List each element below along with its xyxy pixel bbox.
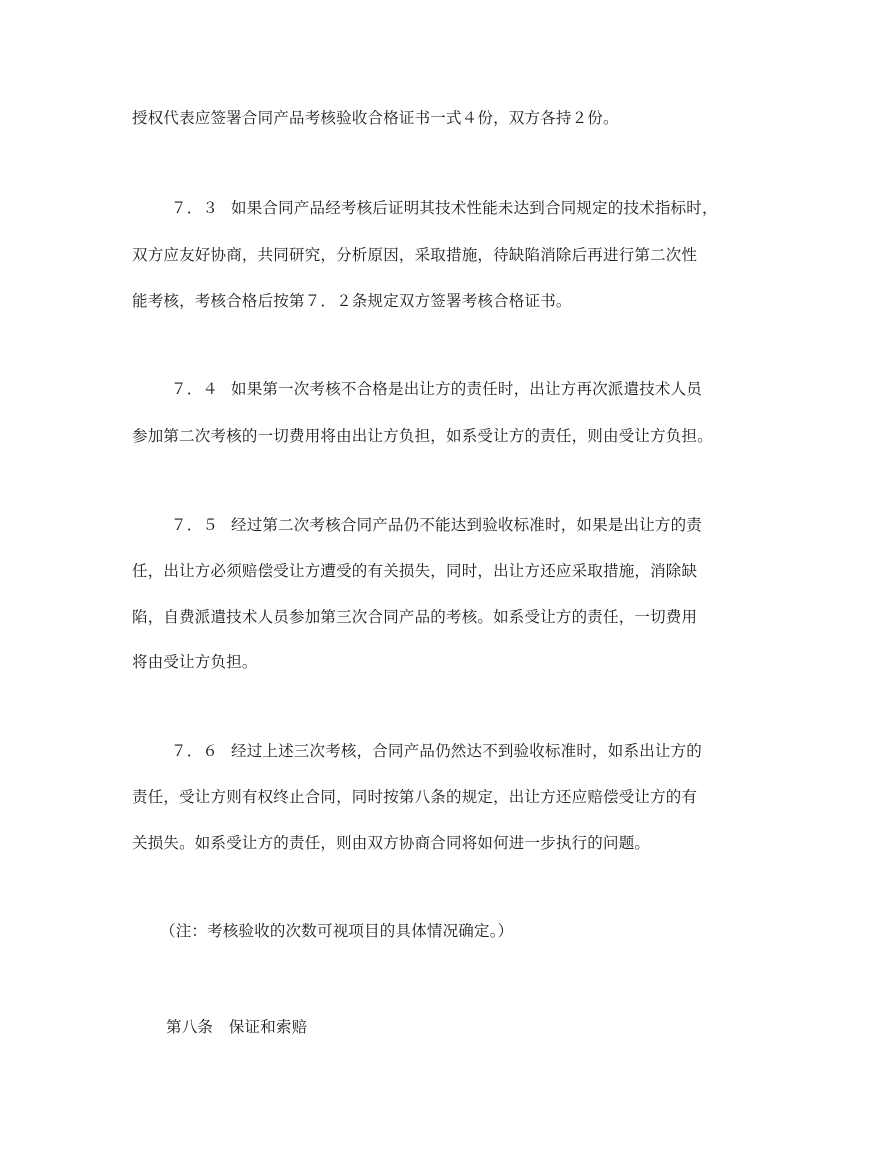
section-heading: 第八条 保证和索赔 bbox=[166, 1018, 308, 1036]
clause-7-5-first-line bbox=[171, 515, 811, 535]
text-line: 责任，受让方则有权终止合同，同时按第八条的规定，出让方还应赔偿受让方的有 bbox=[132, 788, 698, 806]
text-line: 任，出让方必须赔偿受让方遭受的有关损失，同时，出让方还应采取措施，消除缺 bbox=[132, 562, 698, 580]
clause-number: ７．５ bbox=[171, 516, 219, 534]
clause-7-4-first-line bbox=[171, 379, 811, 399]
clause-number: ７．３ bbox=[171, 199, 219, 217]
clause-text: 经过第二次考核合同产品仍不能达到验收标准时，如果是出让方的责 bbox=[231, 516, 703, 534]
clause-text: 如果合同产品经考核后证明其技术性能未达到合同规定的技术指标时， bbox=[231, 199, 718, 217]
text-line: 将由受让方负担。 bbox=[132, 653, 258, 671]
text-line: 参加第二次考核的一切费用将由出让方负担，如系受让方的责任，则由受让方负担。 bbox=[132, 427, 713, 445]
text-line: 授权代表应签署合同产品考核验收合格证书一式４份，双方各持２份。 bbox=[132, 109, 619, 127]
clause-7-3-first-line bbox=[171, 198, 811, 218]
clause-number: ７．６ bbox=[171, 742, 219, 760]
clause-text: 如果第一次考核不合格是出让方的责任时，出让方再次派遣技术人员 bbox=[231, 380, 703, 398]
note-line: （注：考核验收的次数可视项目的具体情况确定。） bbox=[160, 922, 514, 940]
clause-7-6-first-line bbox=[171, 741, 811, 761]
text-line: 陷，自费派遣技术人员参加第三次合同产品的考核。如系受让方的责任，一切费用 bbox=[132, 608, 698, 626]
text-line: 关损失。如系受让方的责任，则由双方协商合同将如何进一步执行的问题。 bbox=[132, 834, 651, 852]
clause-text: 经过上述三次考核，合同产品仍然达不到验收标准时，如系出让方的 bbox=[231, 742, 703, 760]
text-line: 能考核，考核合格后按第７．２条规定双方签署考核合格证书。 bbox=[132, 292, 572, 310]
clause-number: ７．４ bbox=[171, 380, 219, 398]
text-line: 双方应友好协商，共同研究，分析原因，采取措施，待缺陷消除后再进行第二次性 bbox=[132, 246, 698, 264]
